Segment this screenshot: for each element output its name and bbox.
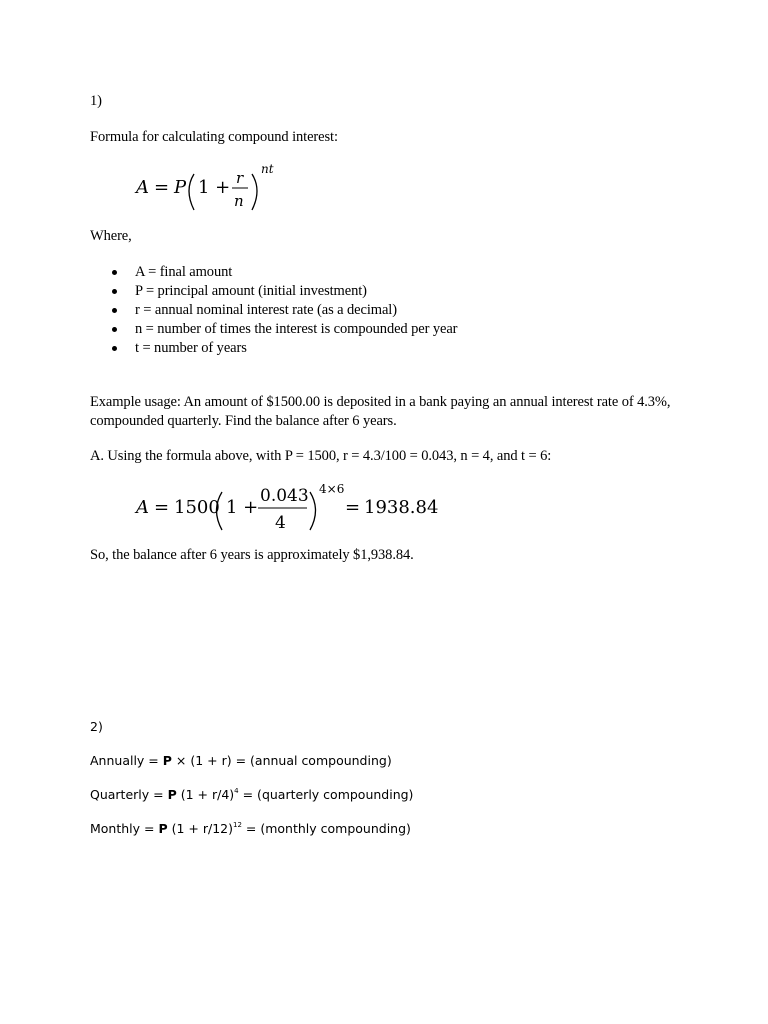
formula-numerator: r xyxy=(236,169,244,187)
list-item xyxy=(90,263,457,282)
list-item xyxy=(90,282,457,301)
annually-expression: × (1 + r) = (annual compounding) xyxy=(171,753,392,768)
formula-intro: Formula for calculating compound interest: xyxy=(90,129,338,145)
example-paragraph: Example usage: An amount of $1500.00 is deposited in a bank paying an annual interest rate of 4.3%, compounded quarterly. Find the balance after 6 years. xyxy=(90,394,671,429)
monthly-line xyxy=(90,821,411,836)
monthly-label: Monthly = xyxy=(90,821,159,836)
quarterly-line xyxy=(90,787,413,802)
definition-text: n = number of times the interest is compounded per year xyxy=(135,321,458,337)
example-exponent: 4×6 xyxy=(319,482,345,496)
compound-interest-formula xyxy=(130,160,290,216)
definition-text: P = principal amount (initial investment) xyxy=(135,283,367,299)
bullet-icon xyxy=(112,308,117,313)
bullet-icon xyxy=(112,327,117,332)
section-2-number: 2) xyxy=(90,719,103,734)
formula-lhs: A xyxy=(136,177,149,198)
definition-text: t = number of years xyxy=(135,340,247,356)
answer-intro: A. Using the formula above, with P = 1500, r = 4.3/100 = 0.043, n = 4, and t = 6: xyxy=(90,448,552,464)
monthly-suffix: = (monthly compounding) xyxy=(241,821,411,836)
formula-eq: = xyxy=(154,177,170,198)
definition-text: r = annual nominal interest rate (as a decimal) xyxy=(135,302,397,318)
right-paren xyxy=(310,492,316,530)
annually-line xyxy=(90,753,392,768)
right-paren xyxy=(252,174,257,210)
conclusion-text: So, the balance after 6 years is approximately $1,938.84. xyxy=(90,547,414,563)
quarterly-suffix: = (quarterly compounding) xyxy=(238,787,414,802)
left-paren xyxy=(189,174,194,210)
section-1-number: 1) xyxy=(90,93,102,109)
bullet-icon xyxy=(112,270,117,275)
list-item xyxy=(90,301,457,320)
principal-symbol: P xyxy=(167,787,177,802)
monthly-exponent: 12 xyxy=(233,821,242,829)
example-result-eq: = xyxy=(345,497,361,518)
example-formula xyxy=(130,478,440,538)
principal-symbol: P xyxy=(158,821,168,836)
example-result: 1938.84 xyxy=(364,497,439,518)
formula-one-plus: 1 + xyxy=(198,177,231,198)
quarterly-exponent: 4 xyxy=(234,787,239,795)
formula-principal: P xyxy=(174,177,187,198)
annually-label: Annually = xyxy=(90,753,163,768)
quarterly-label: Quarterly = xyxy=(90,787,168,802)
definition-text: A = final amount xyxy=(135,264,233,280)
formula-exponent: nt xyxy=(261,162,274,176)
principal-symbol: P xyxy=(162,753,172,768)
list-item xyxy=(90,339,457,358)
where-label: Where, xyxy=(90,228,132,244)
example-denominator: 4 xyxy=(275,513,286,533)
example-principal: 1500 xyxy=(174,497,220,518)
bullet-icon xyxy=(112,346,117,351)
example-one-plus: 1 + xyxy=(226,497,259,518)
formula-denominator: n xyxy=(234,192,244,210)
monthly-expression: (1 + r/12) xyxy=(167,821,234,836)
bullet-icon xyxy=(112,289,117,294)
quarterly-expression: (1 + r/4) xyxy=(176,787,235,802)
list-item xyxy=(90,320,457,339)
example-eq: = xyxy=(154,497,170,518)
definition-list xyxy=(90,263,457,358)
example-numerator: 0.043 xyxy=(260,486,309,506)
example-lhs: A xyxy=(136,497,149,518)
